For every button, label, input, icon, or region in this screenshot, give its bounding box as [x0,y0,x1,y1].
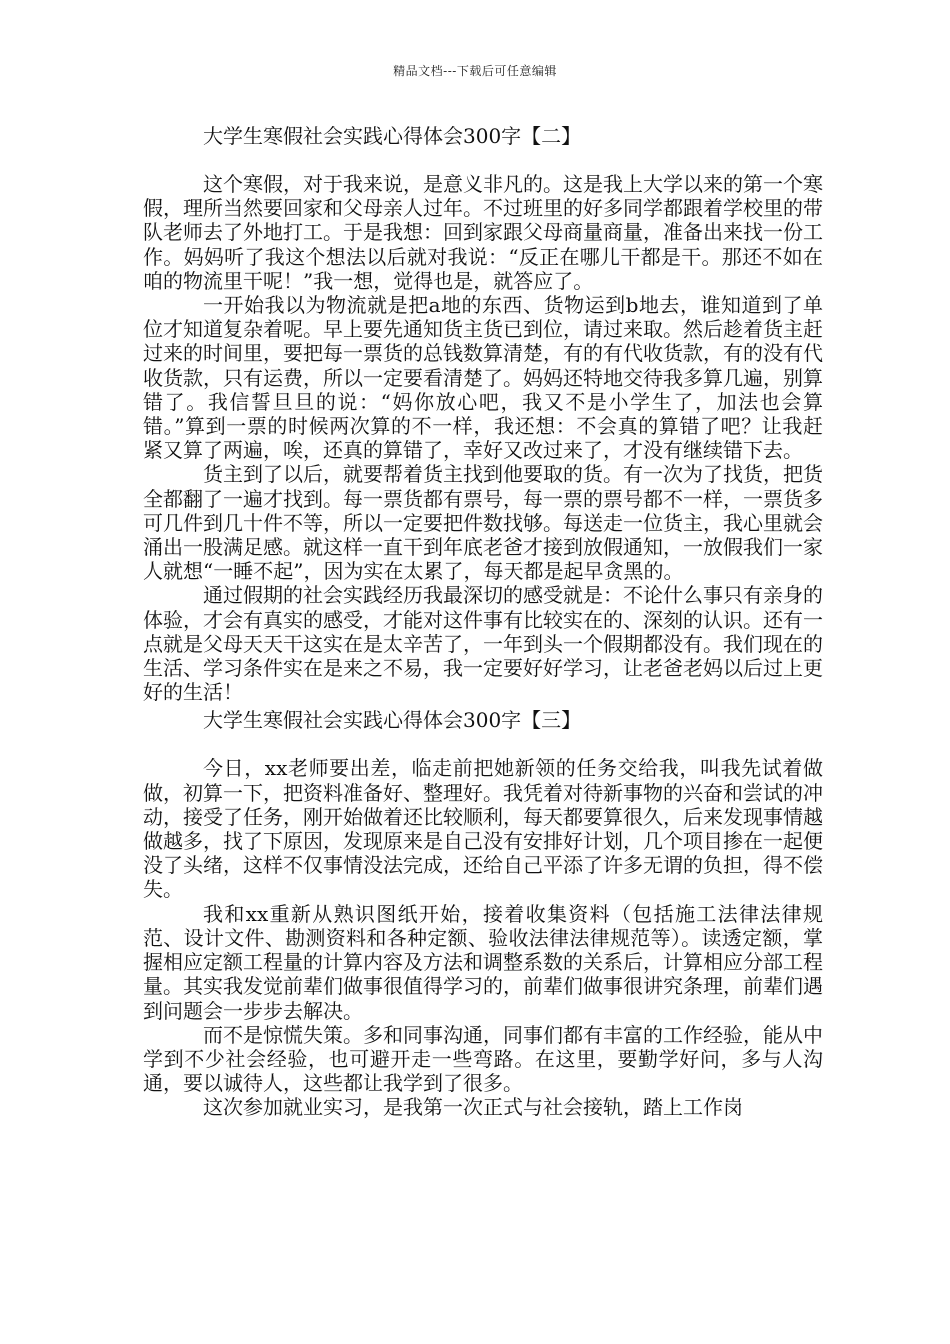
paragraph: 而不是惊慌失策。多和同事沟通，同事们都有丰富的工作经验，能从中学到不少社会经验，也可避开走一些弯路。在这里，要勤学好问，多与人沟通，要以诚待人，这些都让我学到了很多。 [143,1022,823,1096]
section-title-2: 大学生寒假社会实践心得体会300字【二】 [203,124,582,148]
paragraph: 这次参加就业实习，是我第一次正式与社会接轨，踏上工作岗 [203,1095,743,1120]
paragraph: 一开始我以为物流就是把a地的东西、货物运到b地去，谁知道到了单位才知道复杂着呢。早上要先通知货主货已到位，请过来取。然后趁着货主赶过来的时间里，要把每一票货的总钱数算清楚，有的有代收货款，有的没有代收货款，只有运费，所以一定要看清楚了。妈妈还特地交待我多算几遍，别算错了。我信誓旦旦的说：“妈你放心吧，我又不是小学生了，加法也会算错。”算到一票的时候两次算的不一样，我还想：不会真的算错了吧？让我赶紧又算了两遍，唉，还真的算错了，幸好又改过来了，才没有继续错下去。 [143,293,823,463]
page-header: 精品文档---下载后可任意编辑 [393,64,557,78]
paragraph: 通过假期的社会实践经历我最深切的感受就是：不论什么事只有亲身的体验，才会有真实的感受，才能对这件事有比较实在的、深刻的认识。还有一点就是父母天天干这实在是太辛苦了，一年到头一个假期都没有。我们现在的生活、学习条件实在是来之不易，我一定要好好学习，让老爸老妈以后过上更好的生活！ [143,583,823,705]
paragraph: 我和xx重新从熟识图纸开始，接着收集资料（包括施工法律法律规范、设计文件、勘测资料和各种定额、验收法律法律规范等）。读透定额，掌握相应定额工程量的计算内容及方法和调整系数的关系后，计算相应分部工程量。其实我发觉前辈们做事很值得学习的，前辈们做事很讲究条理，前辈们遇到问题会一步步去解决。 [143,901,823,1023]
document-body [143,120,823,1120]
paragraph: 这个寒假，对于我来说，是意义非凡的。这是我上大学以来的第一个寒假，理所当然要回家和父母亲人过年。不过班里的好多同学都跟着学校里的带队老师去了外地打工。于是我想：回到家跟父母商量商量，准备出来找一份工作。妈妈听了我这个想法以后就对我说：“反正在哪儿干都是干。那还不如在咱的物流里干呢！”我一想，觉得也是，就答应了。 [143,172,823,293]
paragraph: 货主到了以后，就要帮着货主找到他要取的货。有一次为了找货，把货全都翻了一遍才找到。每一票货都有票号，每一票的票号都不一样，一票货多可几件到几十件不等，所以一定要把件数找够。每送走一位货主，我心里就会涌出一股满足感。就这样一直干到年底老爸才接到放假通知，一放假我们一家人就想“一睡不起”，因为实在太累了，每天都是起早贪黑的。 [143,462,823,584]
paragraph: 今日，xx老师要出差，临走前把她新领的任务交给我，叫我先试着做做，初算一下，把资料准备好、整理好。我凭着对待新事物的兴奋和尝试的冲动，接受了任务，刚开始做着还比较顺利，每天都要算很久，后来发现事情越做越多，找了下原因，发现原来是自己没有安排好计划，几个项目掺在一起便没了头绪，这样不仅事情没法完成，还给自己平添了许多无谓的负担，得不偿失。 [143,756,823,902]
section-title-3: 大学生寒假社会实践心得体会300字【三】 [203,708,582,733]
